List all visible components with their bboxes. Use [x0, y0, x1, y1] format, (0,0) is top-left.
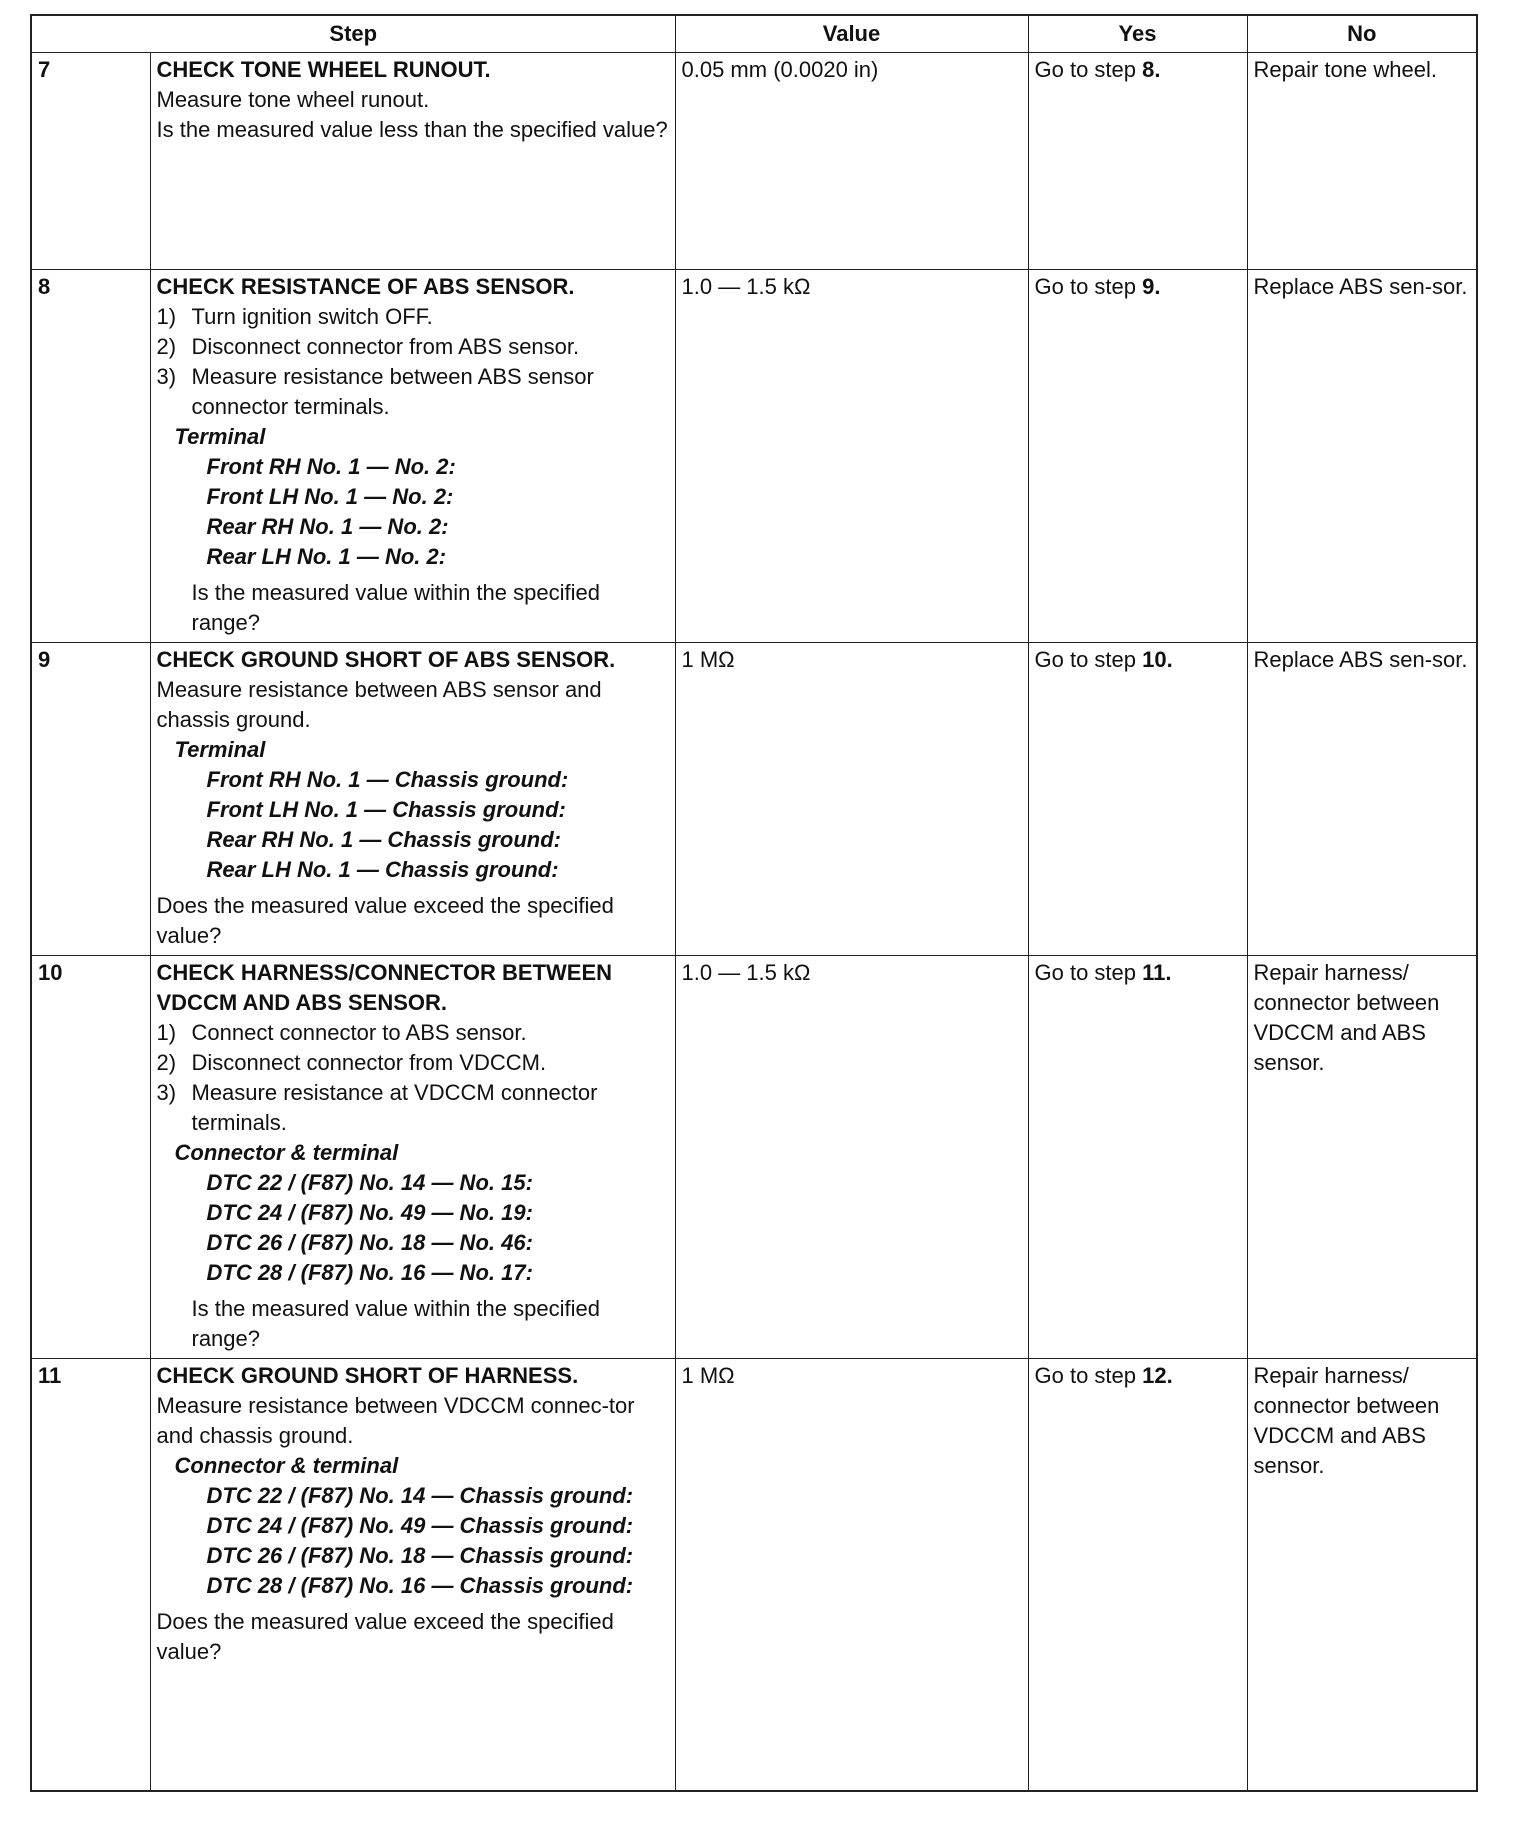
substep-number: 2) [156, 1050, 177, 1075]
substep-number: 1) [156, 304, 177, 329]
substep-text: Disconnect connector from ABS sensor. [191, 334, 580, 359]
yes-text: Go to step [1034, 274, 1143, 299]
header-yes: Yes [1028, 15, 1247, 53]
terminal-item: Rear LH No. 1 — Chassis ground: [206, 857, 559, 882]
yes-cell [1028, 53, 1247, 270]
step-question: Does the measured value exceed the specified value? [156, 1609, 614, 1664]
yes-cell [1028, 270, 1247, 643]
step-title: CHECK TONE WHEEL RUNOUT. [156, 57, 491, 82]
step-question: Is the measured value within the specified range? [191, 1296, 600, 1351]
value-cell: 0.05 mm (0.0020 in) [675, 53, 1028, 270]
diagnostic-table [30, 14, 1478, 1792]
terminal-item: Rear RH No. 1 — No. 2: [206, 514, 449, 539]
value-cell: 1 MΩ [675, 1359, 1028, 1791]
terminal-item: DTC 24 / (F87) No. 49 — No. 19: [206, 1200, 533, 1225]
value-cell: 1.0 — 1.5 kΩ [675, 956, 1028, 1359]
no-cell: Repair harness/ connector between VDCCM and ABS sensor. [1247, 956, 1477, 1359]
yes-step-number: 12. [1142, 1363, 1173, 1388]
yes-text: Go to step [1034, 960, 1143, 985]
substep-text: Measure resistance between ABS sensor connector terminals. [191, 364, 594, 419]
step-description [150, 643, 675, 956]
substep-text: Disconnect connector from VDCCM. [191, 1050, 547, 1075]
step-description [150, 270, 675, 643]
no-cell: Replace ABS sen-sor. [1247, 270, 1477, 643]
terminal-item: DTC 28 / (F87) No. 16 — No. 17: [206, 1260, 533, 1285]
terminal-heading: Connector & terminal [174, 1140, 399, 1165]
substep [157, 1018, 669, 1048]
yes-step-number: 8. [1142, 57, 1161, 82]
substep [157, 362, 669, 422]
terminal-heading: Terminal [174, 424, 266, 449]
step-instruction: Measure resistance between ABS sensor and chassis ground. [156, 677, 602, 732]
terminal-item: DTC 22 / (F87) No. 14 — Chassis ground: [206, 1483, 634, 1508]
step-title: CHECK GROUND SHORT OF ABS SENSOR. [156, 647, 616, 672]
terminal-heading: Connector & terminal [174, 1453, 399, 1478]
header-no: No [1247, 15, 1477, 53]
step-title: CHECK HARNESS/CONNECTOR BETWEEN VDCCM AND ABS SENSOR. [156, 960, 613, 1015]
substep [157, 1048, 669, 1078]
table-row-step-11 [31, 1359, 1477, 1791]
header-row [31, 15, 1477, 53]
substep [157, 1078, 669, 1138]
yes-cell [1028, 643, 1247, 956]
step-title: CHECK GROUND SHORT OF HARNESS. [156, 1363, 579, 1388]
terminal-item: DTC 22 / (F87) No. 14 — No. 15: [206, 1170, 533, 1195]
terminal-item: DTC 28 / (F87) No. 16 — Chassis ground: [206, 1573, 634, 1598]
value-cell: 1 MΩ [675, 643, 1028, 956]
yes-step-number: 11. [1142, 960, 1172, 985]
step-number: 7 [31, 53, 150, 270]
terminal-item: Front LH No. 1 — No. 2: [206, 484, 454, 509]
no-cell: Repair tone wheel. [1247, 53, 1477, 270]
substep [157, 302, 669, 332]
table-row-step-8 [31, 270, 1477, 643]
terminal-heading: Terminal [174, 737, 266, 762]
header-step: Step [31, 15, 675, 53]
step-title: CHECK RESISTANCE OF ABS SENSOR. [156, 274, 575, 299]
no-cell: Repair harness/ connector between VDCCM and ABS sensor. [1247, 1359, 1477, 1791]
yes-step-number: 9. [1142, 274, 1161, 299]
terminal-item: Front LH No. 1 — Chassis ground: [206, 797, 566, 822]
terminal-item: Front RH No. 1 — No. 2: [206, 454, 456, 479]
step-description [150, 1359, 675, 1791]
substep-number: 3) [156, 364, 177, 389]
substep-number: 2) [156, 334, 177, 359]
step-number: 11 [31, 1359, 150, 1791]
step-description [150, 53, 675, 270]
step-question: Does the measured value exceed the specified value? [156, 893, 614, 948]
yes-cell [1028, 1359, 1247, 1791]
step-question: Is the measured value less than the specified value? [156, 117, 668, 142]
table-row-step-9 [31, 643, 1477, 956]
substep-text: Connect connector to ABS sensor. [191, 1020, 527, 1045]
terminal-item: DTC 26 / (F87) No. 18 — Chassis ground: [206, 1543, 634, 1568]
substep-number: 3) [156, 1080, 177, 1105]
step-instruction: Measure tone wheel runout. [156, 87, 430, 112]
terminal-item: DTC 26 / (F87) No. 18 — No. 46: [206, 1230, 533, 1255]
substep-text: Measure resistance at VDCCM connector terminals. [191, 1080, 598, 1135]
yes-text: Go to step [1034, 57, 1143, 82]
step-number: 10 [31, 956, 150, 1359]
step-number: 8 [31, 270, 150, 643]
substep-number: 1) [156, 1020, 177, 1045]
no-cell: Replace ABS sen-sor. [1247, 643, 1477, 956]
yes-text: Go to step [1034, 1363, 1143, 1388]
yes-step-number: 10. [1142, 647, 1173, 672]
table-row-step-10 [31, 956, 1477, 1359]
terminal-item: Front RH No. 1 — Chassis ground: [206, 767, 569, 792]
step-number: 9 [31, 643, 150, 956]
substep-text: Turn ignition switch OFF. [191, 304, 433, 329]
yes-text: Go to step [1034, 647, 1143, 672]
value-cell: 1.0 — 1.5 kΩ [675, 270, 1028, 643]
step-instruction: Measure resistance between VDCCM connec-tor and chassis ground. [156, 1393, 635, 1448]
terminal-item: Rear RH No. 1 — Chassis ground: [206, 827, 562, 852]
step-description [150, 956, 675, 1359]
step-question: Is the measured value within the specified range? [191, 580, 600, 635]
yes-cell [1028, 956, 1247, 1359]
terminal-item: Rear LH No. 1 — No. 2: [206, 544, 447, 569]
substep [157, 332, 669, 362]
table-row-step-7 [31, 53, 1477, 270]
terminal-item: DTC 24 / (F87) No. 49 — Chassis ground: [206, 1513, 634, 1538]
header-value: Value [675, 15, 1028, 53]
